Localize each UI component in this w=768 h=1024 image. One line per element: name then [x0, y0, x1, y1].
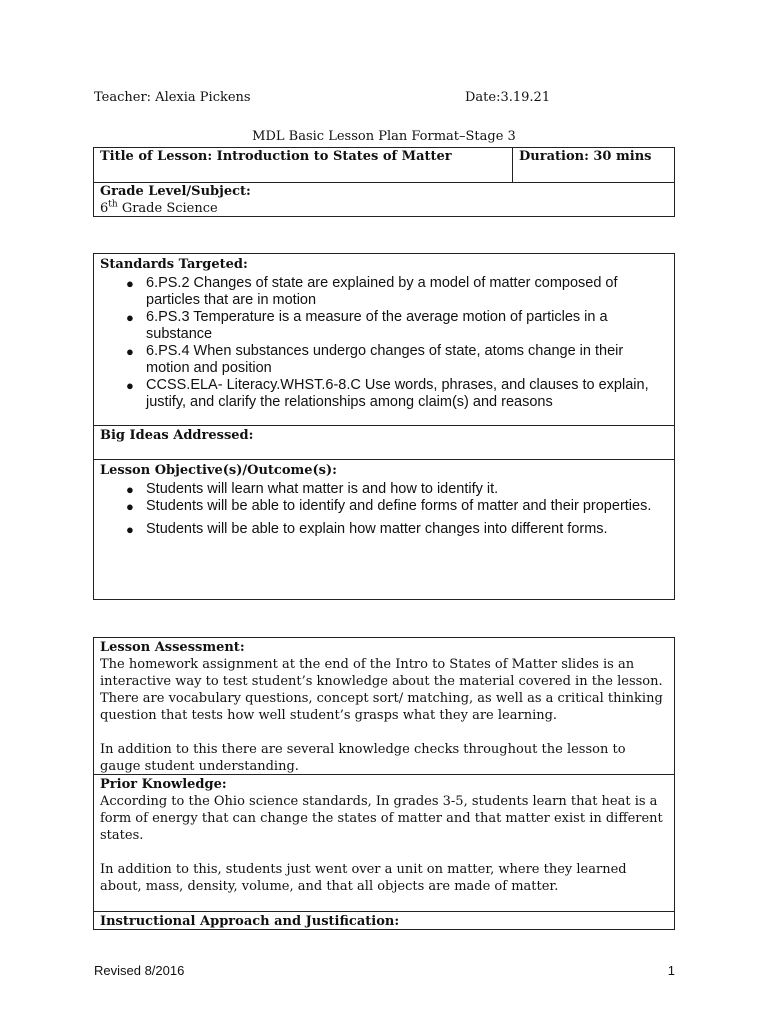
assessment-heading: Lesson Assessment:	[100, 640, 245, 655]
standards-heading: Standards Targeted:	[100, 257, 248, 272]
standard-text: CCSS.ELA- Literacy.WHST.6-8.C Use words, phrases, and clauses to explain, justify, and clarify the relationships among claim(s) and reasons	[146, 377, 649, 410]
standard-text: 6.PS.3 Temperature is a measure of the average motion of particles in a substance	[146, 309, 608, 342]
assessment-paragraph: The homework assignment at the end of the Intro to States of Matter slides is an interactive way to test student’s knowledge about the material covered in the lesson. There are vocabulary questions, concept sort/ matching, as well as a critical thinking question that tests how well student’s grasps what they are learning.	[100, 657, 663, 723]
big-ideas-heading: Big Ideas Addressed:	[100, 428, 254, 443]
page-number: 1	[667, 963, 675, 978]
assessment-paragraph: In addition to this there are several knowledge checks throughout the lesson to gauge student understanding.	[100, 742, 626, 774]
table-divider	[512, 147, 513, 182]
objectives-list	[122, 481, 657, 538]
list-item	[122, 481, 657, 498]
lesson-duration: Duration: 30 mins	[519, 149, 652, 164]
list-item	[122, 521, 657, 538]
objective-text: Students will be able to explain how matter changes into different forms.	[146, 521, 608, 537]
list-item	[122, 309, 657, 343]
table-divider	[93, 459, 675, 460]
bullet-icon: ●	[126, 499, 134, 514]
bullet-icon: ●	[126, 522, 134, 537]
list-item	[122, 377, 657, 411]
bullet-icon: ●	[126, 378, 134, 393]
revised-date: Revised 8/2016	[94, 963, 185, 978]
standard-text: 6.PS.2 Changes of state are explained by a model of matter composed of particles that are in motion	[146, 275, 618, 308]
instructional-approach-heading: Instructional Approach and Justification:	[100, 914, 400, 929]
lesson-title: Title of Lesson: Introduction to States of Matter	[100, 149, 452, 164]
prior-knowledge-paragraph: According to the Ohio science standards, In grades 3-5, students learn that heat is a form of energy that can change the states of matter and that matter exist in different states.	[100, 794, 663, 843]
table-divider	[93, 425, 675, 426]
bullet-icon: ●	[126, 344, 134, 359]
standards-list	[122, 275, 657, 411]
objective-text: Students will be able to identify and define forms of matter and their properties.	[146, 498, 652, 514]
list-item	[122, 343, 657, 377]
bullet-icon: ●	[126, 276, 134, 291]
objectives-heading: Lesson Objective(s)/Outcome(s):	[100, 463, 337, 478]
bullet-icon: ●	[126, 482, 134, 497]
document-title: MDL Basic Lesson Plan Format–Stage 3	[252, 129, 516, 144]
list-item	[122, 275, 657, 309]
grade-number: 6	[100, 201, 109, 216]
bullet-icon: ●	[126, 310, 134, 325]
grade-subject: Grade Science	[117, 201, 218, 216]
lesson-date: Date:3.19.21	[465, 90, 551, 105]
prior-knowledge-paragraph: In addition to this, students just went over a unit on matter, where they learned about, mass, density, volume, and that all objects are made of matter.	[100, 862, 627, 894]
standard-text: 6.PS.4 When substances undergo changes of state, atoms change in their motion and position	[146, 343, 624, 376]
teacher-name: Teacher: Alexia Pickens	[94, 90, 251, 105]
list-item	[122, 498, 657, 515]
prior-knowledge-heading: Prior Knowledge:	[100, 777, 227, 792]
grade-level-value	[100, 200, 218, 217]
grade-ordinal: th	[108, 199, 118, 210]
table-divider	[93, 911, 675, 912]
objective-text: Students will learn what matter is and how to identify it.	[146, 481, 499, 497]
grade-level-label: Grade Level/Subject:	[100, 184, 251, 199]
